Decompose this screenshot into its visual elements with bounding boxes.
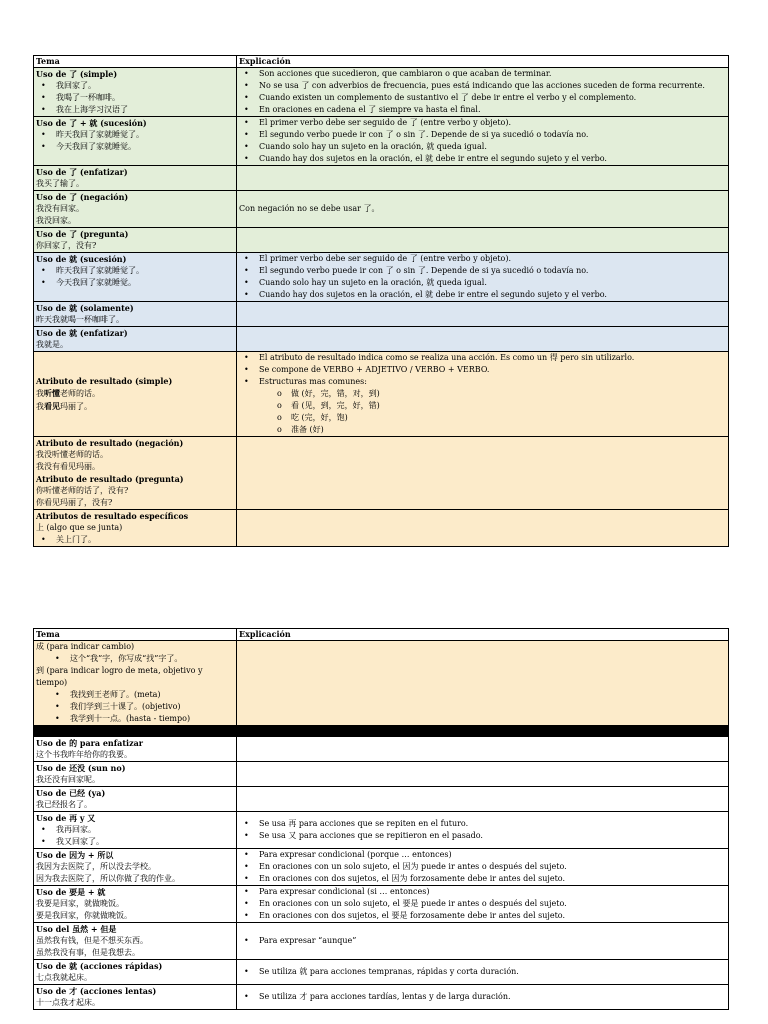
tema-cell (34, 762, 237, 787)
example-line: 到 (para indicar logro de meta, objetivo y tiempo) (36, 666, 203, 687)
explicacion-cell (237, 302, 729, 327)
example-line: 我已经报名了。 (36, 800, 92, 809)
example-list (36, 653, 234, 665)
table-row (34, 117, 729, 166)
example-line: 你回家了，没有? (36, 241, 97, 250)
example-result-verb: 看见 (44, 401, 60, 411)
row-title: Uso de 已经 (ya) (36, 788, 106, 798)
example-line: 我因为去医院了，所以没去学校。 (36, 862, 156, 871)
example-list (36, 534, 234, 546)
table-header-row (34, 56, 729, 68)
example-line: 我没听懂老师的话。 (36, 450, 108, 459)
explanation-item: • Se compone de VERBO + ADJETIVO / VERBO + VERBO. (239, 364, 726, 376)
tema-cell (34, 641, 237, 726)
row-title: Uso de 要是 + 就 (36, 887, 106, 897)
explanation-item: • Estructuras mas comunes: (239, 376, 726, 388)
explanation-item: • El segundo verbo puede ir con 了 o sin 了. Depende de si ya sucedió o todavía no. (239, 129, 726, 141)
explanation-item: • Se usa 又 para acciones que se repitieron en el pasado. (239, 830, 726, 842)
example-line: 我要是回家，就做晚饭。 (36, 899, 124, 908)
example-item: • 今天我回了家就睡觉。 (36, 141, 234, 153)
example-item: • 这个“我”字，你写成“找”字了。 (50, 653, 234, 665)
explicacion-cell (237, 985, 729, 1010)
explicacion-cell (237, 166, 729, 191)
table-row (34, 327, 729, 352)
explanation-item: • Para expresar condicional (porque … entonces) (239, 849, 726, 861)
row-title: Atributos de resultado específicos (36, 511, 189, 521)
tema-cell (34, 352, 237, 437)
tema-cell (34, 510, 237, 547)
explanation-item: • Cuando hay dos sujetos en la oración, el 就 debe ir entre el segundo sujeto y el verbo. (239, 153, 726, 165)
explicacion-cell (237, 117, 729, 166)
row-title: Uso de 就 (sucesión) (36, 254, 127, 264)
table-row (34, 985, 729, 1010)
tema-cell (34, 302, 237, 327)
example-line: 这个书我昨年给你的我要。 (36, 750, 132, 759)
tema-cell (34, 960, 237, 985)
table-row (34, 352, 729, 437)
explanation-item: • El segundo verbo puede ir con 了 o sin 了. Depende de si ya sucedió o todavía no. (239, 265, 726, 277)
explicacion-cell (237, 68, 729, 117)
example-line: 十一点我才起床。 (36, 998, 100, 1007)
row-title: Uso de 的 para enfatizar (36, 738, 144, 748)
table-row (34, 166, 729, 191)
table-row (34, 849, 729, 886)
example-line: 我没回家。 (36, 216, 76, 225)
explanation-item: • El primer verbo debe ser seguido de 了 (entre verbo y objeto). (239, 253, 726, 265)
tema-cell (34, 849, 237, 886)
divider-cell (34, 726, 237, 737)
example-line: 我就是。 (36, 340, 68, 349)
table-row (34, 228, 729, 253)
table-row (34, 737, 729, 762)
explanation-list (239, 966, 726, 978)
example-item: • 我回家了。 (36, 80, 234, 92)
tema-cell (34, 191, 237, 228)
example-line: 因为我去医院了，所以你做了我的作业。 (36, 874, 180, 883)
example-item: • 我喝了一杯咖啡。 (36, 92, 234, 104)
grammar-table-1 (33, 55, 729, 547)
example-list (36, 265, 234, 289)
explicacion-cell (237, 327, 729, 352)
explanation-list (239, 117, 726, 165)
explanation-list (239, 886, 726, 922)
explanation-item: • Cuando existen un complemento de sustantivo el 了 debe ir entre el verbo y el complemento. (239, 92, 726, 104)
explicacion-cell (237, 762, 729, 787)
grammar-table-2 (33, 628, 729, 1010)
table-row (34, 812, 729, 849)
tema-cell (34, 787, 237, 812)
example-item: • 我学到十一点。(hasta - tiempo) (50, 713, 234, 725)
structure-item: o 吃 (完，好，饱) (239, 412, 726, 424)
example-item: • 我又回家了。 (36, 836, 234, 848)
tema-cell (34, 886, 237, 923)
example-line (36, 387, 234, 400)
explanation-item: • En oraciones con un solo sujeto, el 因为 puede ir antes o después del sujeto. (239, 861, 726, 873)
example-item: • 我找到王老师了。(meta) (50, 689, 234, 701)
example-line: 虽然我有钱，但是不想买东西。 (36, 936, 148, 945)
row-title: Uso de 还没 (sun no) (36, 763, 126, 773)
explicacion-cell (237, 812, 729, 849)
explicacion-cell (237, 228, 729, 253)
column-header-tema: Tema (34, 56, 237, 68)
example-line: 我买了输了。 (36, 179, 84, 188)
example-rest: 老师的话。 (60, 389, 100, 398)
table-row (34, 641, 729, 726)
tema-cell (34, 812, 237, 849)
example-line: 成 (para indicar cambio) (36, 642, 135, 651)
row-title: Uso de 了 (pregunta) (36, 229, 129, 239)
table-row (34, 510, 729, 547)
explicacion-cell (237, 352, 729, 437)
explanation-item: • Para expresar condicional (si … entonces) (239, 886, 726, 898)
example-item: • 关上门了。 (36, 534, 234, 546)
example-line: 上 (algo que se junta) (36, 523, 123, 532)
row-title: Uso de 了 (enfatizar) (36, 167, 128, 177)
table-row (34, 253, 729, 302)
explanation-item: • Son acciones que sucedieron, que cambiaron o que acaban de terminar. (239, 68, 726, 80)
table-row (34, 191, 729, 228)
explanation-item: • En oraciones con dos sujetos, el 要是 forzosamente debe ir antes del sujeto. (239, 910, 726, 922)
tema-cell (34, 923, 237, 960)
structure-item: o 做 (好，完，错，对，到) (239, 388, 726, 400)
explicacion-cell (237, 886, 729, 923)
tema-cell (34, 327, 237, 352)
tema-cell (34, 166, 237, 191)
row-title: Uso de 了 (simple) (36, 69, 118, 79)
example-item: • 我们学到三十课了。(objetivo) (50, 701, 234, 713)
tema-cell (34, 985, 237, 1010)
row-title: Uso de 再 y 又 (36, 813, 96, 823)
row-title: Uso de 了 (negación) (36, 192, 129, 202)
explicacion-cell (237, 849, 729, 886)
table-row (34, 762, 729, 787)
explanation-list (239, 818, 726, 842)
tema-cell (34, 437, 237, 510)
explanation-list (239, 352, 726, 388)
example-item: • 我再回家。 (36, 824, 234, 836)
explanation-item: • Se usa 再 para acciones que se repiten en el futuro. (239, 818, 726, 830)
explanation-item: • Cuando solo hay un sujeto en la oración, 就 queda igual. (239, 277, 726, 289)
example-line: 我没有回家。 (36, 204, 84, 213)
tema-cell (34, 228, 237, 253)
explanation-list (239, 253, 726, 301)
table-row (34, 923, 729, 960)
row-title: Uso de 因为 + 所以 (36, 850, 114, 860)
example-list (36, 689, 234, 725)
column-header-explicacion: Explicación (237, 629, 729, 641)
tema-cell (34, 68, 237, 117)
row-title: Uso de 就 (enfatizar) (36, 328, 128, 338)
explicacion-cell (237, 960, 729, 985)
example-item: • 我在上海学习汉语了 (36, 104, 234, 116)
explanation-item: • El primer verbo debe ser seguido de 了 (entre verbo y objeto). (239, 117, 726, 129)
example-line (36, 400, 234, 413)
example-subject: 我 (36, 389, 44, 398)
explicacion-cell (237, 923, 729, 960)
example-list (36, 129, 234, 153)
table-row (34, 886, 729, 923)
example-item: • 昨天我回了家就睡觉了。 (36, 265, 234, 277)
explanation-list (239, 849, 726, 885)
row-title: Uso de 了 + 就 (sucesión) (36, 118, 147, 128)
table-row (34, 437, 729, 510)
explicacion-cell (237, 253, 729, 302)
explanation-text: Con negación no se debe usar 了。 (239, 204, 380, 213)
explanation-item: • El atributo de resultado indica como se realiza una acción. Es como un 得 pero sin utilizarlo. (239, 352, 726, 364)
example-line: 七点我就起床。 (36, 973, 92, 982)
row-title: Atributo de resultado (pregunta) (36, 474, 184, 484)
example-line: 你看见玛丽了，没有? (36, 498, 113, 507)
explicacion-cell (237, 737, 729, 762)
divider-row (34, 726, 729, 737)
row-title: Atributo de resultado (negación) (36, 438, 184, 448)
divider-cell (237, 726, 729, 737)
explanation-item: • En oraciones con dos sujetos, el 因为 forzosamente debe ir antes del sujeto. (239, 873, 726, 885)
table-row (34, 787, 729, 812)
example-line: 我还没有回家呢。 (36, 775, 100, 784)
example-list (36, 80, 234, 116)
tema-cell (34, 737, 237, 762)
explanation-list (239, 991, 726, 1003)
example-line: 我没有看见玛丽。 (36, 462, 100, 471)
example-line: 要是我回家，你就做晚饭。 (36, 911, 132, 920)
column-header-tema: Tema (34, 629, 237, 641)
explanation-item: • En oraciones en cadena el 了 siempre va hasta el final. (239, 104, 726, 116)
table-header-row (34, 629, 729, 641)
row-title: Atributo de resultado (simple) (36, 376, 173, 386)
explanation-item: • Cuando solo hay un sujeto en la oración, 就 queda igual. (239, 141, 726, 153)
explicacion-cell (237, 641, 729, 726)
structure-item: o 准备 (好) (239, 424, 726, 436)
row-title: Uso de 就 (acciones rápidas) (36, 961, 163, 971)
explanation-item: • Se utiliza 就 para acciones tempranas, rápidas y corta duración. (239, 966, 726, 978)
explanation-list (239, 935, 726, 947)
example-subject: 我 (36, 402, 44, 411)
example-rest: 玛丽了。 (60, 402, 92, 411)
explanation-item: • Cuando hay dos sujetos en la oración, el 就 debe ir entre el segundo sujeto y el verbo. (239, 289, 726, 301)
table-row (34, 960, 729, 985)
tema-cell (34, 253, 237, 302)
explanation-item: • No se usa 了 con adverbios de frecuencia, pues está indicando que las acciones suceden de forma recurrente. (239, 80, 726, 92)
tema-cell (34, 117, 237, 166)
column-header-explicacion: Explicación (237, 56, 729, 68)
example-line: 昨天我就喝一杯咖啡了。 (36, 315, 124, 324)
explicacion-cell (237, 510, 729, 547)
row-title: Uso del 虽然 + 但是 (36, 924, 117, 934)
example-result-verb: 听懂 (44, 388, 60, 398)
structure-item: o 看 (见，到，完，好，错) (239, 400, 726, 412)
explanation-item: • Se utiliza 才 para acciones tardías, lentas y de larga duración. (239, 991, 726, 1003)
table-row (34, 302, 729, 327)
example-line: 虽然我没有事，但是我想去。 (36, 948, 140, 957)
explanation-item: • Para expresar “aunque” (239, 935, 726, 947)
structure-sublist (239, 388, 726, 436)
explanation-list (239, 68, 726, 116)
example-item: • 昨天我回了家就睡觉了。 (36, 129, 234, 141)
row-title: Uso de 就 (solamente) (36, 303, 134, 313)
explicacion-cell (237, 787, 729, 812)
table-row (34, 68, 729, 117)
explicacion-cell (237, 191, 729, 228)
example-list (36, 824, 234, 848)
explanation-item: • En oraciones con un solo sujeto, el 要是 puede ir antes o después del sujeto. (239, 898, 726, 910)
example-line: 你听懂老师的话了，没有? (36, 486, 129, 495)
explicacion-cell (237, 437, 729, 510)
example-item: • 今天我回了家就睡觉。 (36, 277, 234, 289)
row-title: Uso de 才 (acciones lentas) (36, 986, 157, 996)
